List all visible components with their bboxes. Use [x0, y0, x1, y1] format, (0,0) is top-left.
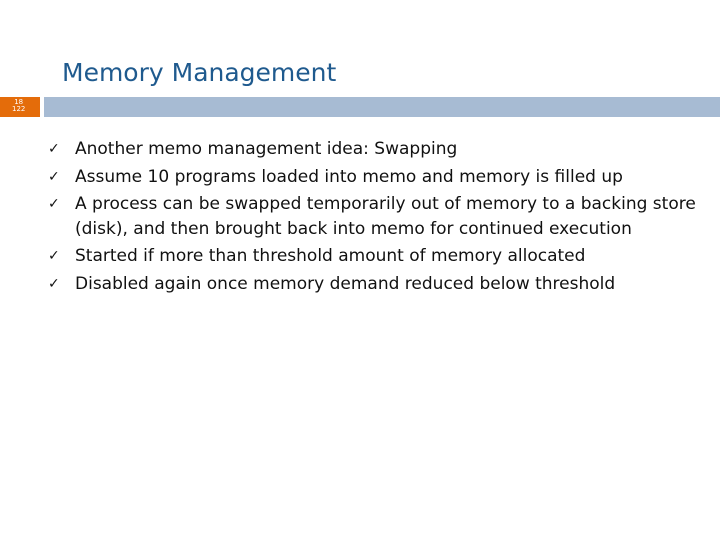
slide-number — [12, 99, 25, 113]
check-icon: ✓ — [48, 168, 60, 185]
bullet-list — [48, 137, 716, 299]
check-icon: ✓ — [48, 196, 60, 212]
bullet-item — [48, 244, 716, 269]
slide-title: Memory Management — [62, 58, 337, 87]
slide-page-number: 18 — [14, 98, 24, 106]
bullet-text: Disabled again once memory demand reduced below threshold — [75, 273, 616, 294]
check-icon: ✓ — [48, 275, 60, 292]
check-icon: ✓ — [48, 248, 60, 264]
bullet-item — [48, 137, 716, 162]
check-icon: ✓ — [48, 141, 60, 157]
bullet-text: Started if more than threshold amount of memory allocated — [75, 246, 586, 266]
bullet-item — [48, 272, 716, 297]
slide-number-badge — [0, 97, 40, 117]
bullet-text: A process can be swapped temporarily out of memory to a backing store (disk), and then brought back into memo for continued execution — [75, 194, 696, 239]
bullet-text: Assume 10 programs loaded into memo and memory is filled up — [75, 166, 623, 187]
slide-page-total: 122 — [12, 105, 26, 113]
bullet-item — [48, 192, 716, 241]
title-divider-bar — [44, 97, 720, 117]
bullet-item — [48, 165, 716, 190]
bullet-text: Another memo management idea: Swapping — [75, 139, 458, 159]
